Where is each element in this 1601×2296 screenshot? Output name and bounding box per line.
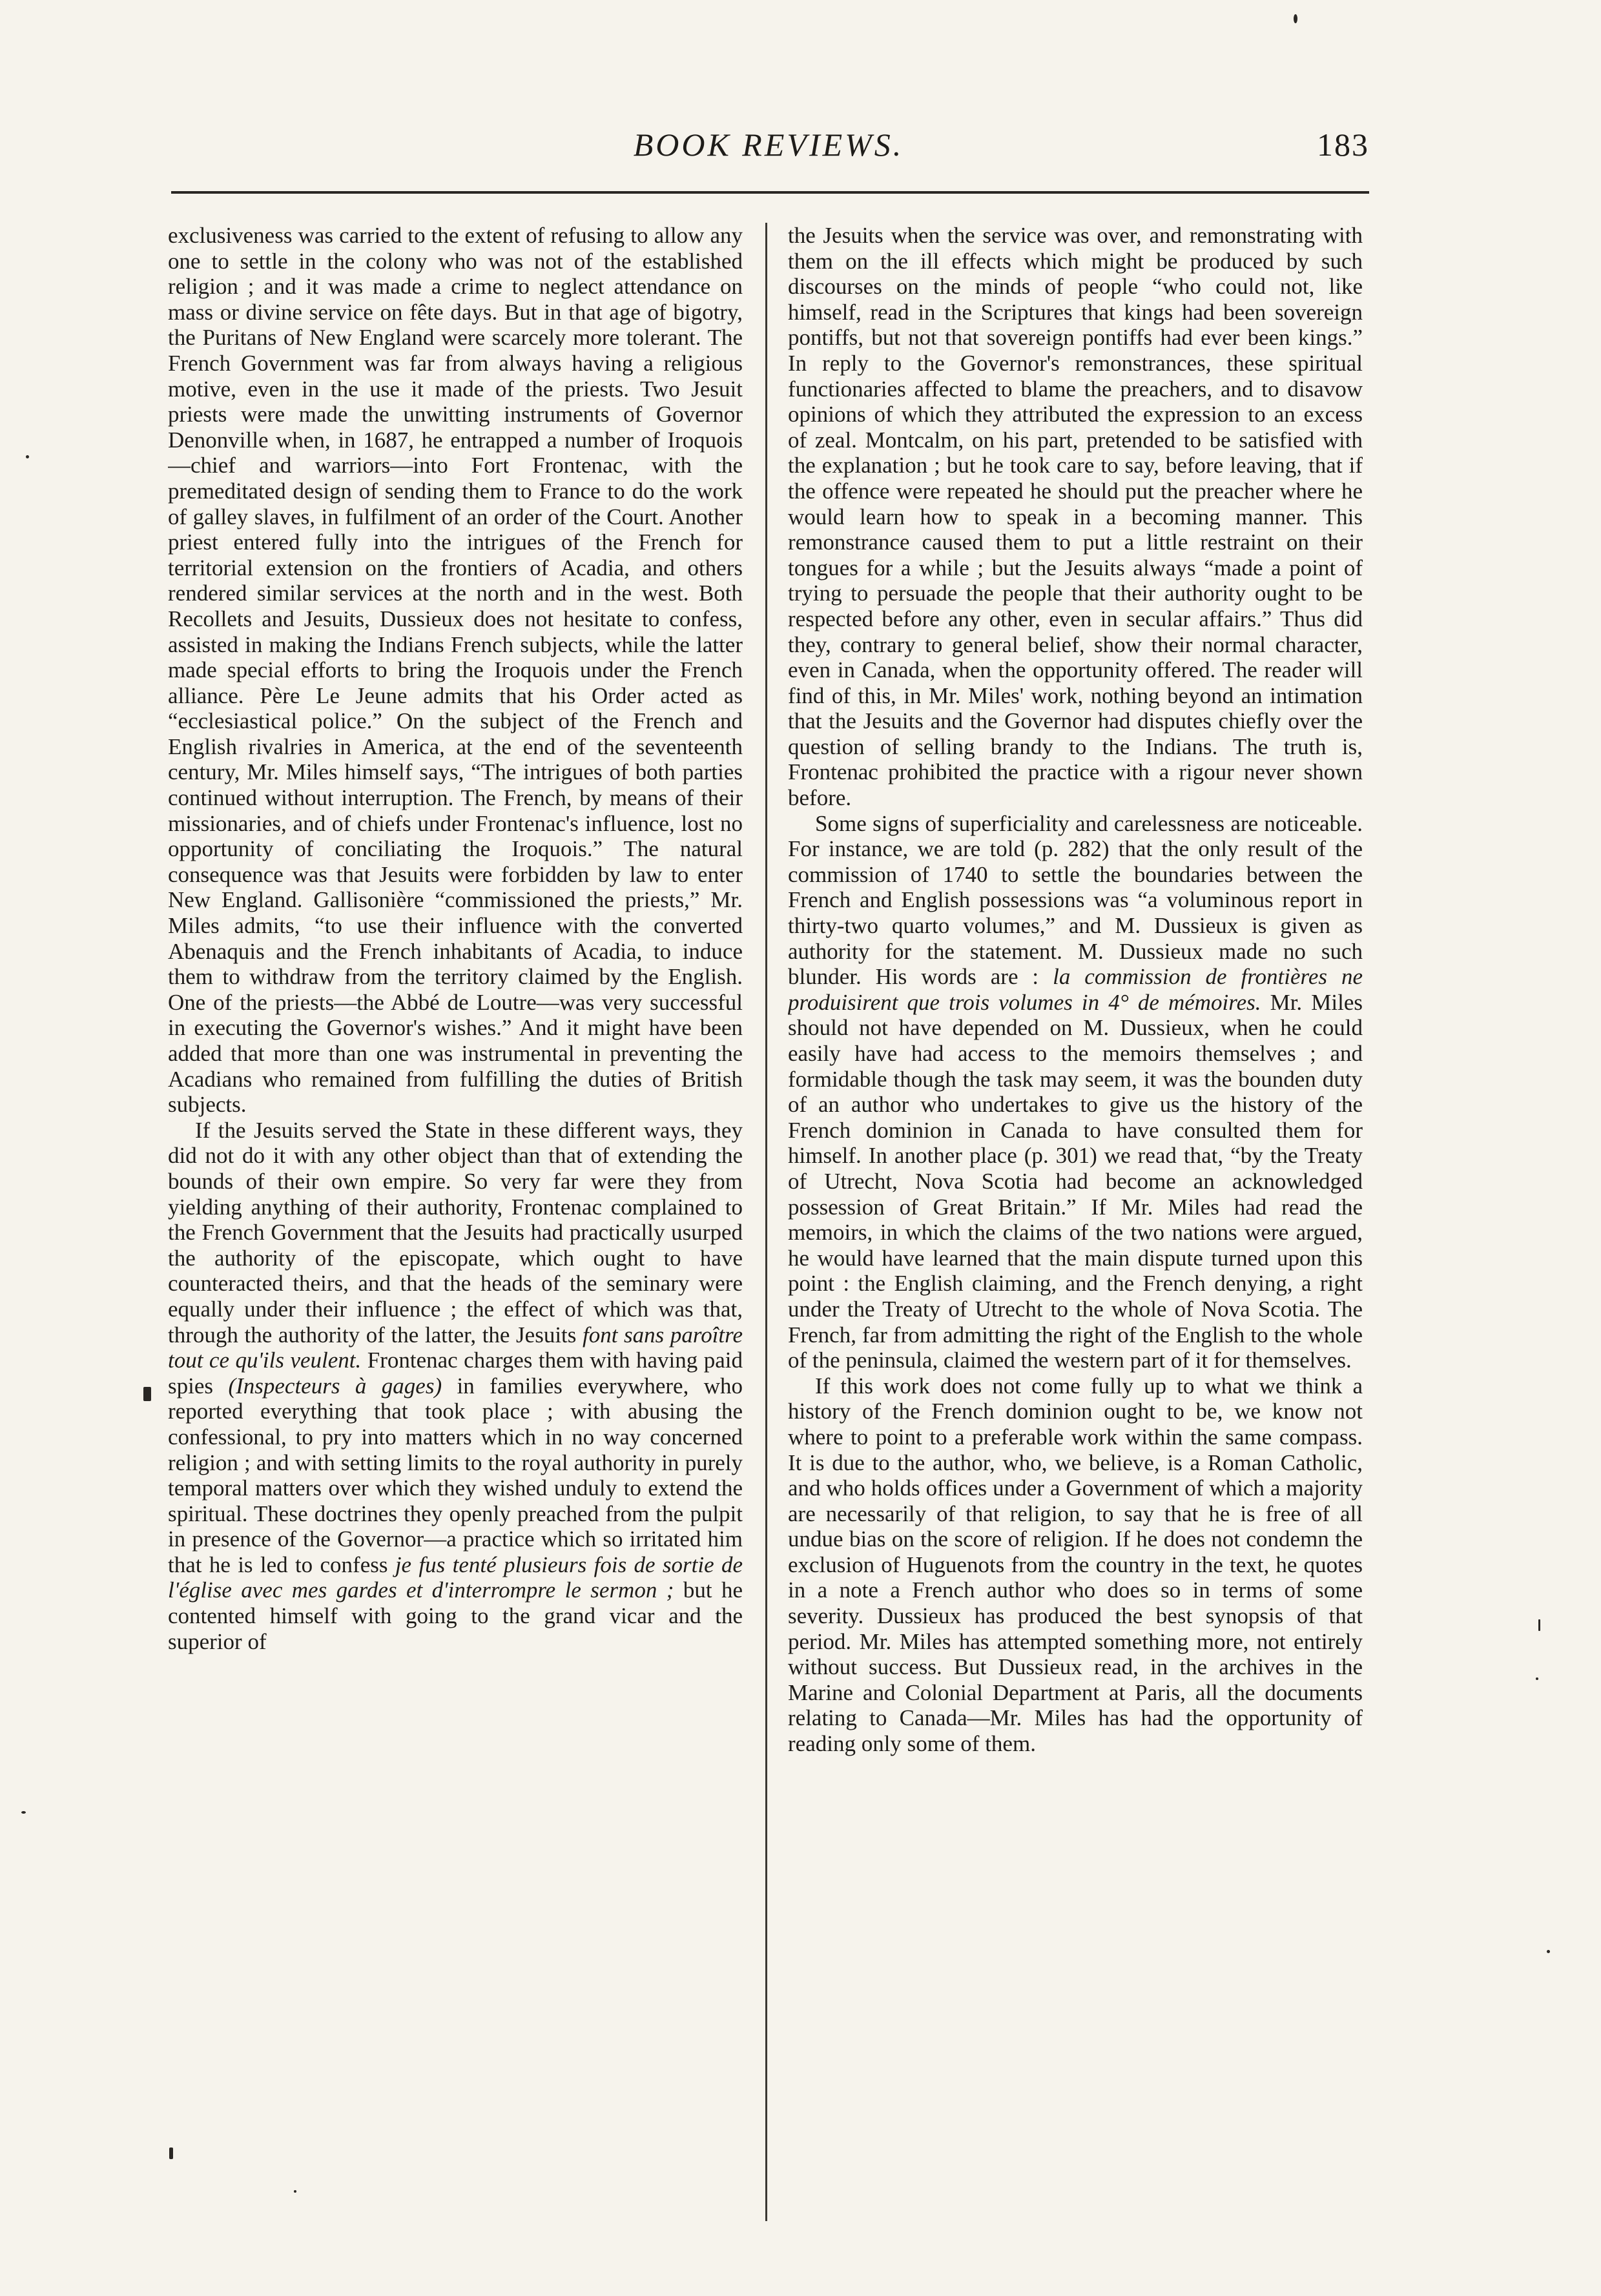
scan-speck: [1538, 1619, 1540, 1631]
french-quotation: font sans paroître tout ce qu'ils veulent.: [168, 1322, 743, 1373]
paragraph: [168, 1118, 743, 1654]
column-rule: [765, 223, 767, 2221]
text-run: in families everywhere, who reported everything that took place ; with abusing the confessional, to pry into matters which in no way concerned religion ; and with setting limits to the royal authority in purely temporal matters over which they wished unduly to extend the spiritual. These doctrines they openly preached from the pulpit in presence of the Governor—a practice which so irritated him that he is led to confess: [168, 1373, 743, 1577]
scan-speck: [294, 2190, 296, 2193]
running-title: BOOK REVIEWS.: [633, 127, 904, 163]
scan-speck: [169, 2147, 173, 2159]
text-run: Frontenac charges them with having paid spies: [168, 1348, 743, 1399]
page-header: [168, 126, 1369, 171]
text-run: but he contented himself with going to the grand vicar and the superior of: [168, 1577, 743, 1654]
scan-speck: [26, 455, 29, 458]
paragraph: [788, 811, 1363, 1373]
scan-speck: [1536, 1677, 1538, 1680]
left-column: [168, 223, 743, 2228]
paragraph: exclusiveness was carried to the extent of refusing to allow any one to settle in the colony who was not of the established religion ; and it was made a crime to neglect attendance on mass or divine service on fête days. But in that age of bigotry, the Puritans of New England were scarcely more tolerant. The French Government was far from always having a religious motive, even in the use it made of the priests. Two Jesuit priests were made the unwitting instruments of Governor Denonville when, in 1687, he entrapped a number of Iroquois—chief and warriors—into Fort Frontenac, with the premeditated design of sending them to France to do the work of galley slaves, in fulfilment of an order of the Court. Another priest entered fully into the intrigues of the French for territorial extension on the frontiers of Acadia, and others rendered similar services at the north and in the west. Both Recollets and Jesuits, Dussieux does not hesitate to confess, assisted in making the Indians French subjects, while the latter made special efforts to bring the Iroquois under the French alliance. Père Le Jeune admits that his Order acted as “ecclesiastical police.” On the subject of the French and English rivalries in America, at the end of the seventeenth century, Mr. Miles himself says, “The intrigues of both parties continued without interruption. The French, by means of their missionaries, and of chiefs under Frontenac's influence, lost no opportunity of conciliating the Iroquois.” The natural consequence was that Jesuits were forbidden by law to enter New England. Gallisonière “commissioned the priests,” Mr. Miles admits, “to use their influence with the converted Abenaquis and the French inhabitants of Acadia, to induce them to withdraw from the territory claimed by the English. One of the priests—the Abbé de Loutre—was very successful in executing the Governor's wishes.” And it might have been added that more than one was instrumental in preventing the Acadians who remained from fulfilling the duties of British subjects.: [168, 223, 743, 1118]
text-run: Mr. Miles should not have depended on M. Dussieux, when he could easily have had access to the memoirs themselves ; and formidable though the task may seem, it was the bounden duty of an author who undertakes to give us the history of the French dominion in Canada to have consulted them for himself. In another place (p. 301) we read that, “by the Treaty of Utrecht, Nova Scotia had become an acknowledged possession of Great Britain.” If Mr. Miles had read the memoirs, in which the claims of the two nations were argued, he would have learned that the main dispute turned upon this point : the English claiming, and the French denying, a right under the Treaty of Utrecht to the whole of Nova Scotia. The French, far from admitting the right of the English to the whole of the peninsula, claimed the western part of it for themselves.: [788, 989, 1363, 1373]
paragraph: the Jesuits when the service was over, and remonstrating with them on the ill effects which might be produced by such discourses on the minds of people “who could not, like himself, read in the Scriptures that kings had been sovereign pontiffs, but not that sovereign pontiffs had ever been kings.” In reply to the Governor's remonstrances, these spiritual functionaries affected to blame the preachers, and to disavow opinions of which they attributed the expression to an excess of zeal. Montcalm, on his part, pretended to be satisfied with the explanation ; but he took care to say, before leaving, that if the offence were repeated he should put the preacher where he would learn how to speak in a becoming manner. This remonstrance caused them to put a little restraint on their tongues for a while ; but the Jesuits always “made a point of trying to persuade the people that their authority ought to be respected before any other, even in secular affairs.” Thus did they, contrary to general belief, show their normal character, even in Canada, when the opportunity offered. The reader will find of this, in Mr. Miles' work, nothing beyond an intimation that the Jesuits and the Governor had disputes chiefly over the question of selling brandy to the Indians. The truth is, Frontenac prohibited the practice with a rigour never shown before.: [788, 223, 1363, 811]
scan-speck: [21, 1811, 26, 1814]
right-column: [788, 223, 1363, 2228]
french-quotation: la commission de frontières ne produisirent que trois volumes in 4° de mémoires.: [788, 964, 1363, 1015]
text-run: Some signs of superficiality and carelessness are noticeable. For instance, we are told (p. 282) that the only result of the commission of 1740 to settle the boundaries between the French and English possessions was “a voluminous report in thirty-two quarto volumes,” and M. Dussieux is given as authority for the statement. M. Dussieux made no such blunder. His words are :: [788, 810, 1363, 990]
scan-speck: [1294, 14, 1297, 23]
page-number: 183: [1317, 127, 1369, 163]
scan-speck: [1547, 1950, 1550, 1953]
text-run: If the Jesuits served the State in these different ways, they did not do it with any other object than that of extending the bounds of their own empire. So very far were they from yielding anything of their authority, Frontenac complained to the French Government that the Jesuits had practically usurped the authority of the episcopate, which ought to have counteracted theirs, and that the heads of the seminary were equally under their influence ; the effect of which was that, through the authority of the latter, the Jesuits: [168, 1117, 743, 1348]
french-quotation: je fus tenté plusieurs fois de sortie de l'église avec mes gardes et d'interrompre le sermon ;: [168, 1552, 743, 1603]
scan-speck: [143, 1387, 151, 1401]
french-term: (Inspecteurs à gages): [228, 1373, 442, 1399]
header-rule: [171, 191, 1369, 194]
article-body: [168, 223, 1363, 2228]
paragraph: If this work does not come fully up to what we think a history of the French dominion ought to be, we know not where to point to a preferable work within the same compass. It is due to the author, who, we believe, is a Roman Catholic, and who holds offices under a Government of which a majority are necessarily of that religion, to say that he is free of all undue bias on the score of religion. If he does not condemn the exclusion of Huguenots from the country in the text, he quotes in a note a French author who does so in terms of some severity. Dussieux has produced the best synopsis of that period. Mr. Miles has attempted something more, not entirely without success. But Dussieux read, in the archives in the Marine and Colonial Department at Paris, all the documents relating to Canada—Mr. Miles has had the opportunity of reading only some of them.: [788, 1373, 1363, 1757]
